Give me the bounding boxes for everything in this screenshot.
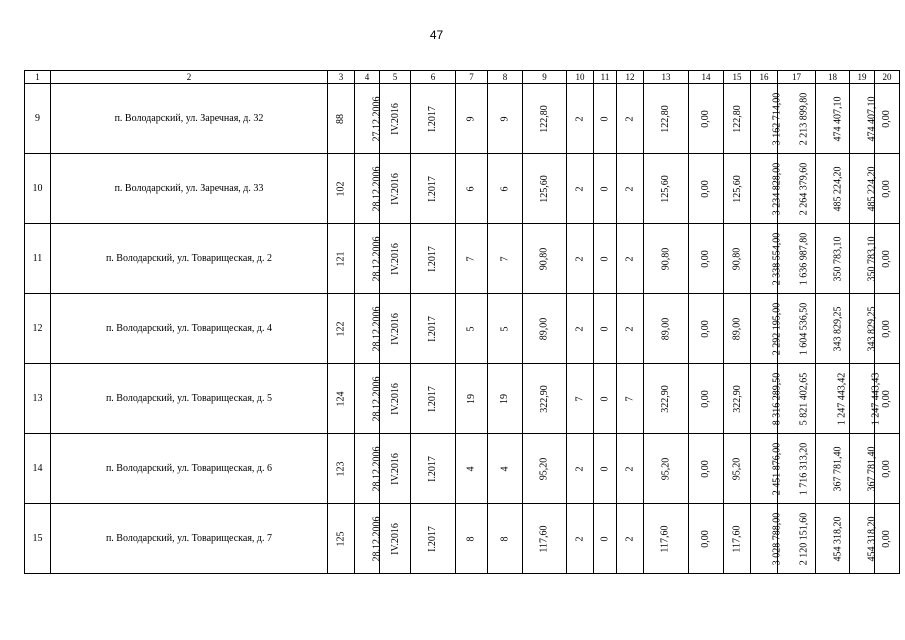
value-cell: [875, 294, 900, 364]
value-cell: [689, 504, 724, 574]
address-cell: п. Володарский, ул. Заречная, д. 32: [51, 84, 328, 154]
row-number-cell: 15: [25, 504, 51, 574]
cell-value: 95,20: [538, 457, 550, 480]
value-cell: [778, 364, 816, 434]
column-header: 2: [51, 71, 328, 84]
table-row: [25, 364, 900, 434]
table-row: [25, 294, 900, 364]
value-cell: [456, 294, 488, 364]
cell-value: 2: [624, 536, 635, 541]
cell-value: 3 162 714,00: [771, 92, 783, 145]
cell-value: I.2017: [427, 105, 438, 132]
value-cell: [617, 434, 644, 504]
cell-value: 6: [499, 186, 510, 191]
cell-value: 117,60: [731, 524, 743, 553]
value-cell: [594, 434, 617, 504]
cell-value: 7: [499, 256, 510, 261]
cell-value: 122: [335, 321, 346, 336]
cell-value: 122,80: [538, 104, 550, 133]
value-cell: [778, 224, 816, 294]
value-cell: [816, 224, 850, 294]
value-cell: [488, 224, 523, 294]
value-cell: [816, 154, 850, 224]
value-cell: [456, 434, 488, 504]
cell-value: 2: [574, 466, 585, 471]
value-cell: [380, 84, 411, 154]
column-header: 14: [689, 71, 724, 84]
value-cell: [724, 504, 751, 574]
cell-value: I.2017: [427, 455, 438, 482]
column-header: 4: [355, 71, 380, 84]
cell-value: 7: [574, 396, 585, 401]
cell-value: 2: [624, 466, 635, 471]
cell-value: 2: [574, 326, 585, 331]
cell-value: 121: [335, 251, 346, 266]
value-cell: [567, 364, 594, 434]
value-cell: [778, 294, 816, 364]
value-cell: [523, 364, 567, 434]
row-number-cell: 13: [25, 364, 51, 434]
table-row: [25, 434, 900, 504]
table-row: [25, 84, 900, 154]
column-header: 6: [411, 71, 456, 84]
cell-value: I.2017: [427, 175, 438, 202]
cell-value: 117,60: [659, 524, 671, 553]
value-cell: [644, 364, 689, 434]
value-cell: [594, 364, 617, 434]
cell-value: 7: [624, 396, 635, 401]
value-cell: [411, 224, 456, 294]
cell-value: 2 213 899,80: [798, 92, 810, 145]
cell-value: 123: [335, 461, 346, 476]
cell-value: IV.2016: [389, 242, 401, 275]
value-cell: [644, 434, 689, 504]
value-cell: [567, 434, 594, 504]
row-number-cell: 11: [25, 224, 51, 294]
cell-value: 28.12.2006: [371, 446, 383, 491]
column-header: 13: [644, 71, 689, 84]
address-cell: п. Володарский, ул. Товарищеская, д. 5: [51, 364, 328, 434]
cell-value: 1 636 987,80: [798, 232, 810, 285]
value-cell: [567, 294, 594, 364]
cell-value: 1 247 443,42: [836, 372, 848, 425]
value-cell: [355, 154, 383, 224]
cell-value: 0,00: [700, 459, 711, 478]
cell-value: 5 821 402,65: [798, 372, 810, 425]
cell-value: 90,80: [731, 247, 742, 270]
cell-value: 6: [465, 186, 477, 191]
value-cell: [456, 364, 488, 434]
cell-value: 28.12.2006: [371, 376, 383, 421]
address-cell: п. Володарский, ул. Заречная, д. 33: [51, 154, 328, 224]
value-cell: [488, 154, 523, 224]
column-header: 10: [567, 71, 594, 84]
cell-value: 5: [465, 326, 477, 331]
cell-value: 4: [465, 466, 477, 471]
cell-value: 0: [599, 116, 610, 121]
cell-value: 1 716 313,20: [798, 442, 810, 495]
value-cell: [411, 504, 456, 574]
data-table: [24, 70, 900, 574]
value-cell: [751, 154, 783, 224]
value-cell: [644, 84, 689, 154]
cell-value: 3 028 788,00: [771, 512, 783, 565]
cell-value: 9: [465, 116, 477, 121]
column-header: 15: [724, 71, 751, 84]
value-cell: [689, 434, 724, 504]
value-cell: [875, 504, 900, 574]
value-cell: [751, 434, 783, 504]
value-cell: [617, 364, 644, 434]
cell-value: 8: [465, 536, 477, 541]
value-cell: [355, 84, 383, 154]
cell-value: 0,00: [881, 319, 892, 338]
value-cell: [689, 224, 724, 294]
value-cell: [850, 224, 878, 294]
cell-value: 122,80: [660, 104, 671, 133]
value-cell: [816, 84, 850, 154]
cell-value: 9: [499, 116, 510, 121]
cell-value: I.2017: [427, 525, 438, 552]
value-cell: [355, 504, 383, 574]
cell-value: 0,00: [881, 459, 892, 478]
cell-value: 0,00: [700, 389, 711, 408]
value-cell: [328, 154, 355, 224]
column-header: 8: [488, 71, 523, 84]
cell-value: 454 318,20: [832, 516, 844, 561]
cell-value: 367 781,40: [832, 446, 844, 491]
value-cell: [724, 224, 751, 294]
value-cell: [594, 294, 617, 364]
cell-value: 350 783,10: [832, 236, 844, 281]
cell-value: 95,20: [660, 457, 671, 480]
value-cell: [488, 364, 523, 434]
value-cell: [380, 434, 411, 504]
value-cell: [850, 504, 878, 574]
cell-value: 367 781,40: [866, 446, 878, 491]
cell-value: 89,00: [660, 317, 671, 340]
value-cell: [411, 364, 456, 434]
value-cell: [355, 294, 383, 364]
value-cell: [850, 364, 882, 434]
value-cell: [617, 84, 644, 154]
cell-value: 0,00: [881, 109, 892, 128]
value-cell: [328, 364, 355, 434]
column-header: 9: [523, 71, 567, 84]
column-header: 17: [778, 71, 816, 84]
column-header: 12: [617, 71, 644, 84]
value-cell: [850, 84, 878, 154]
cell-value: 2 338 554,00: [771, 232, 783, 285]
value-cell: [355, 434, 383, 504]
value-cell: [380, 224, 411, 294]
cell-value: 90,80: [538, 247, 550, 270]
value-cell: [724, 154, 751, 224]
cell-value: 2: [624, 256, 635, 261]
cell-value: 474 407,10: [832, 96, 844, 141]
cell-value: 343 829,25: [866, 306, 878, 351]
value-cell: [816, 364, 850, 434]
value-cell: [488, 434, 523, 504]
cell-value: 2: [624, 326, 635, 331]
value-cell: [778, 504, 816, 574]
cell-value: 125,60: [731, 174, 743, 203]
cell-value: 2: [574, 116, 585, 121]
cell-value: 0,00: [700, 319, 711, 338]
value-cell: [411, 434, 456, 504]
cell-value: 2 120 151,60: [798, 512, 810, 565]
value-cell: [523, 224, 567, 294]
column-header: 16: [751, 71, 778, 84]
table-row: [25, 154, 900, 224]
value-cell: [456, 504, 488, 574]
cell-value: 322,90: [731, 384, 743, 413]
value-cell: [411, 294, 456, 364]
cell-value: 0: [599, 396, 610, 401]
table-row: [25, 504, 900, 574]
value-cell: [850, 154, 878, 224]
value-cell: [523, 434, 567, 504]
cell-value: 8: [499, 536, 510, 541]
cell-value: 117,60: [538, 524, 550, 553]
cell-value: 90,80: [660, 247, 671, 270]
cell-value: 2: [574, 536, 585, 541]
value-cell: [328, 84, 355, 154]
cell-value: 28.12.2006: [371, 236, 383, 281]
cell-value: 0: [599, 536, 610, 541]
column-header: 18: [816, 71, 850, 84]
cell-value: 3 234 828,00: [771, 162, 783, 215]
value-cell: [778, 154, 816, 224]
value-cell: [778, 434, 816, 504]
cell-value: 0,00: [881, 389, 892, 408]
cell-value: 0: [599, 326, 610, 331]
value-cell: [380, 504, 411, 574]
value-cell: [751, 294, 783, 364]
cell-value: 0,00: [700, 249, 711, 268]
cell-value: 0,00: [700, 529, 711, 548]
value-cell: [751, 504, 783, 574]
value-cell: [328, 504, 355, 574]
cell-value: 2 292 195,00: [771, 302, 783, 355]
cell-value: 19: [465, 393, 477, 404]
cell-value: 474 407,10: [866, 96, 878, 141]
value-cell: [875, 434, 900, 504]
value-cell: [689, 84, 724, 154]
cell-value: IV.2016: [389, 382, 401, 415]
cell-value: IV.2016: [389, 312, 401, 345]
value-cell: [456, 84, 488, 154]
cell-value: 1 604 536,50: [798, 302, 810, 355]
address-cell: п. Володарский, ул. Товарищеская, д. 2: [51, 224, 328, 294]
cell-value: 0,00: [700, 179, 711, 198]
value-cell: [751, 84, 783, 154]
cell-value: 2: [624, 116, 635, 121]
row-number-cell: 12: [25, 294, 51, 364]
value-cell: [567, 154, 594, 224]
cell-value: IV.2016: [389, 522, 401, 555]
cell-value: 454 318,20: [866, 516, 878, 561]
cell-value: I.2017: [427, 315, 438, 342]
value-cell: [594, 224, 617, 294]
cell-value: 7: [465, 256, 477, 261]
value-cell: [567, 504, 594, 574]
cell-value: 343 829,25: [832, 306, 844, 351]
value-cell: [523, 294, 567, 364]
cell-value: 28.12.2006: [371, 516, 383, 561]
cell-value: 0: [599, 256, 610, 261]
cell-value: 125,60: [538, 174, 550, 203]
value-cell: [380, 154, 411, 224]
value-cell: [689, 364, 724, 434]
address-cell: п. Володарский, ул. Товарищеская, д. 4: [51, 294, 328, 364]
value-cell: [617, 154, 644, 224]
cell-value: 88: [335, 113, 346, 124]
value-cell: [488, 294, 523, 364]
value-cell: [380, 364, 411, 434]
cell-value: 0: [599, 186, 610, 191]
cell-value: 4: [499, 466, 510, 471]
cell-value: 0,00: [881, 249, 892, 268]
cell-value: 28.12.2006: [371, 306, 383, 351]
value-cell: [328, 224, 355, 294]
cell-value: 485 224,20: [832, 166, 844, 211]
cell-value: 28.12.2006: [371, 166, 383, 211]
value-cell: [523, 84, 567, 154]
cell-value: 1 247 443,43: [870, 372, 882, 425]
value-cell: [850, 434, 878, 504]
page-number: 47: [429, 28, 444, 42]
value-cell: [875, 84, 900, 154]
cell-value: 0,00: [700, 109, 711, 128]
value-cell: [567, 224, 594, 294]
cell-value: 19: [499, 393, 510, 404]
value-cell: [411, 154, 456, 224]
value-cell: [875, 224, 900, 294]
value-cell: [594, 154, 617, 224]
cell-value: 125,60: [660, 174, 671, 203]
cell-value: 122,80: [731, 104, 743, 133]
cell-value: 2: [574, 256, 585, 261]
cell-value: 124: [335, 391, 346, 406]
column-header: 3: [328, 71, 355, 84]
cell-value: 0: [599, 466, 610, 471]
value-cell: [724, 84, 751, 154]
row-number-cell: 10: [25, 154, 51, 224]
value-cell: [875, 154, 900, 224]
cell-value: I.2017: [427, 245, 438, 272]
value-cell: [328, 294, 355, 364]
value-cell: [724, 434, 751, 504]
cell-value: 89,00: [538, 317, 550, 340]
table-row: [25, 224, 900, 294]
value-cell: [523, 154, 567, 224]
cell-value: 2 451 876,00: [771, 442, 783, 495]
value-cell: [594, 504, 617, 574]
value-cell: [456, 154, 488, 224]
address-cell: п. Володарский, ул. Товарищеская, д. 6: [51, 434, 328, 504]
value-cell: [617, 294, 644, 364]
value-cell: [328, 434, 355, 504]
column-header: 5: [380, 71, 411, 84]
column-header: 19: [850, 71, 875, 84]
column-header: 1: [25, 71, 51, 84]
cell-value: 5: [499, 326, 510, 331]
cell-value: 485 224,20: [866, 166, 878, 211]
value-cell: [644, 224, 689, 294]
header-row: [25, 71, 900, 84]
value-cell: [594, 84, 617, 154]
value-cell: [617, 504, 644, 574]
value-cell: [724, 364, 751, 434]
cell-value: 102: [335, 181, 346, 196]
row-number-cell: 9: [25, 84, 51, 154]
value-cell: [355, 364, 383, 434]
cell-value: IV.2016: [389, 102, 401, 135]
row-number-cell: 14: [25, 434, 51, 504]
cell-value: 89,00: [731, 317, 742, 340]
cell-value: 125: [335, 531, 346, 546]
value-cell: [488, 504, 523, 574]
value-cell: [751, 364, 783, 434]
cell-value: 2: [624, 186, 635, 191]
cell-value: IV.2016: [389, 172, 401, 205]
cell-value: I.2017: [427, 385, 438, 412]
value-cell: [816, 294, 850, 364]
cell-value: 27.12.2006: [371, 96, 383, 141]
cell-value: 2: [574, 186, 585, 191]
column-header: 20: [875, 71, 900, 84]
cell-value: 2 264 379,60: [798, 162, 810, 215]
value-cell: [523, 504, 567, 574]
value-cell: [380, 294, 411, 364]
value-cell: [689, 154, 724, 224]
value-cell: [456, 224, 488, 294]
cell-value: 322,90: [660, 384, 671, 413]
value-cell: [644, 504, 689, 574]
cell-value: 0,00: [881, 179, 892, 198]
value-cell: [778, 84, 816, 154]
cell-value: 8 316 289,50: [771, 372, 783, 425]
value-cell: [644, 294, 689, 364]
value-cell: [816, 504, 850, 574]
cell-value: 350 783,10: [866, 236, 878, 281]
value-cell: [724, 294, 751, 364]
cell-value: IV.2016: [389, 452, 401, 485]
value-cell: [644, 154, 689, 224]
value-cell: [850, 294, 878, 364]
value-cell: [689, 294, 724, 364]
column-header: 11: [594, 71, 617, 84]
cell-value: 95,20: [731, 457, 742, 480]
value-cell: [617, 224, 644, 294]
value-cell: [816, 434, 850, 504]
address-cell: п. Володарский, ул. Товарищеская, д. 7: [51, 504, 328, 574]
value-cell: [567, 84, 594, 154]
value-cell: [488, 84, 523, 154]
column-header: 7: [456, 71, 488, 84]
value-cell: [411, 84, 456, 154]
value-cell: [355, 224, 383, 294]
cell-value: 0,00: [881, 529, 892, 548]
value-cell: [751, 224, 783, 294]
cell-value: 322,90: [538, 384, 550, 413]
